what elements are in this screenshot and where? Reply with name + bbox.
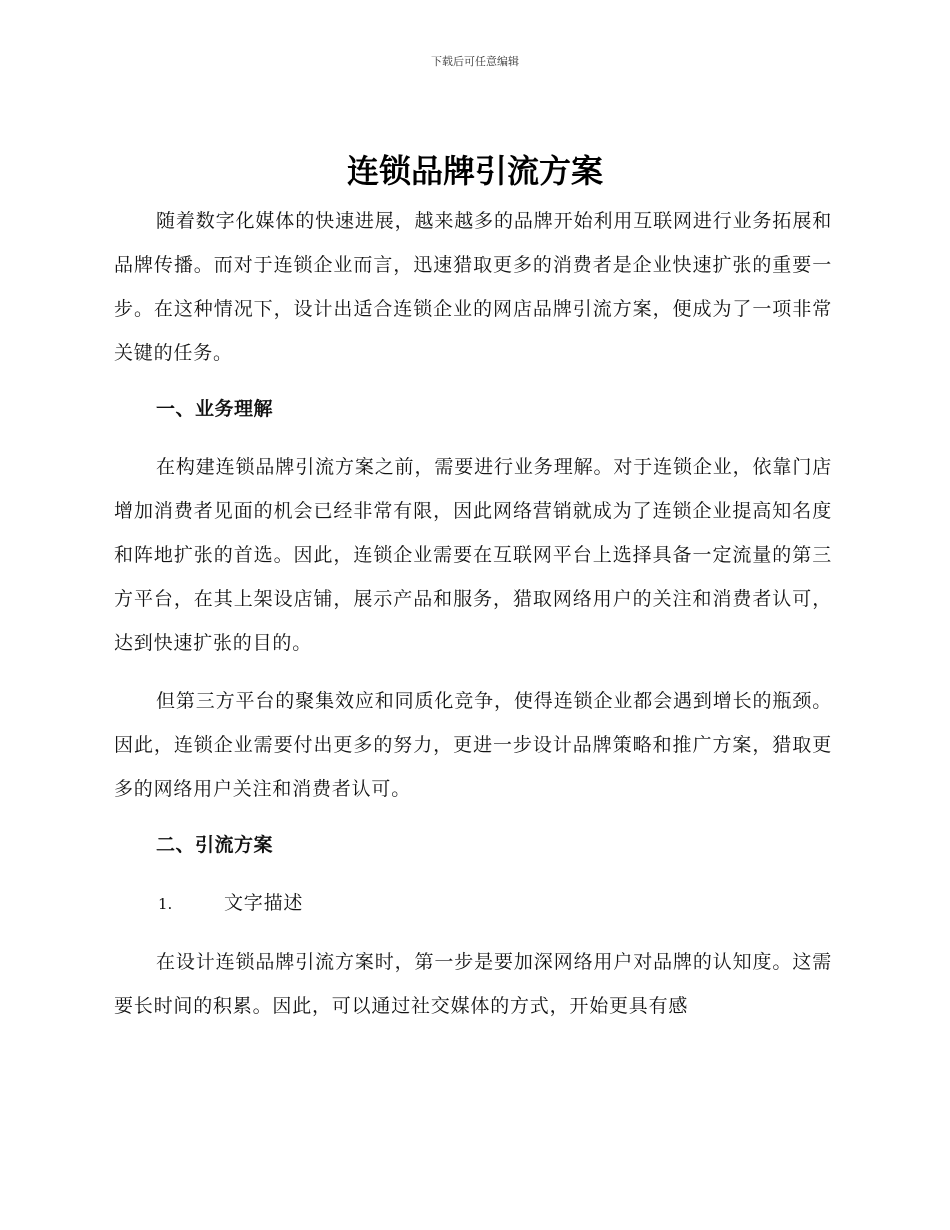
page-header: 下载后可任意编辑 xyxy=(431,55,519,68)
list-item-label: 文字描述 xyxy=(224,892,304,914)
section-heading-traffic-plan: 二、引流方案 xyxy=(156,834,274,856)
body-paragraph: 在设计连锁品牌引流方案时，第一步是要加深网络用户对品牌的认知度。这需要长时间的积累。因此，可以通过社交媒体的方式，开始更具有感 xyxy=(114,951,832,1017)
body-paragraph: 在构建连锁品牌引流方案之前，需要进行业务理解。对于连锁企业，依靠门店增加消费者见面的机会已经非常有限，因此网络营销就成为了连锁企业提高知名度和阵地扩张的首选。因此，连锁企业需要在互联网平台上选择具备一定流量的第三方平台，在其上架设店铺，展示产品和服务，猎取网络用户的关注和消费者认可，达到快速扩张的目的。 xyxy=(114,456,832,654)
numbered-list-item xyxy=(114,881,832,926)
intro-paragraph: 随着数字化媒体的快速进展，越来越多的品牌开始利用互联网进行业务拓展和品牌传播。而对于连锁企业而言，迅速猎取更多的消费者是企业快速扩张的重要一步。在这种情况下，设计出适合连锁企业的网店品牌引流方案，便成为了一项非常关键的任务。 xyxy=(114,210,832,364)
section-heading-business-understanding: 一、业务理解 xyxy=(156,398,274,420)
document-title: 连锁品牌引流方案 xyxy=(346,152,603,190)
document-body xyxy=(114,199,832,1028)
body-paragraph: 但第三方平台的聚集效应和同质化竞争，使得连锁企业都会遇到增长的瓶颈。因此，连锁企业需要付出更多的努力，更进一步设计品牌策略和推广方案，猎取更多的网络用户关注和消费者认可。 xyxy=(114,690,832,800)
list-item-number: 1. xyxy=(158,895,173,913)
